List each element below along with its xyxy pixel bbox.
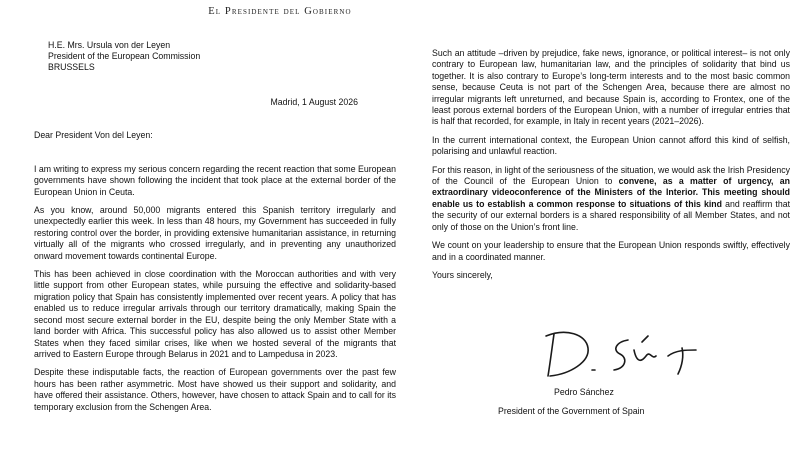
paragraph-migration-policy: This has been achieved in close coordination with the Moroccan authorities and with very little support from other European states, while pursuing the effective and solidarity-based migration policy that Spain has consistently implemented over recent years. A policy that has enabled us to reduce irregular arrivals through our territory dramatically, making Spain the second most secure external border in the EU, despite being the only Member State with a land border with Africa. This successful policy has also allowed us to assist other Member States when they faced similar crises, like when we hosted several of the migrants that arrived to Eastern Europe through Belarus in 2021 and to Lampedusa in 2023. <box>34 269 396 359</box>
paragraph-asymmetric-reaction: Despite these indisputable facts, the reaction of European governments over the past few hours has been rather asymmetric. Most have showed us their support and solidarity, and have offered their assistance. Others, however, have chosen to attack Spain and to call for its temporary exclusion from the Schengen Area. <box>34 367 396 412</box>
closing: Yours sincerely, <box>432 269 493 280</box>
recipient-position: President of the European Commission <box>48 51 201 61</box>
paragraph-ceuta-events: As you know, around 50,000 migrants entered this Spanish territory irregularly and unexpectedly earlier this week. In less than 48 hours, my Government has succeeded in fully restoring control over the border, in providing extensive humanitarian assistance, in returning virtually all of the migrants who crossed irregularly, and in preventing any unauthorized onward movement towards continental Europe. <box>34 205 396 261</box>
paragraph-context: In the current international context, the European Union cannot afford this kind of selfish, polarising and unlawful reaction. <box>432 134 790 157</box>
handwritten-signature <box>536 320 706 384</box>
signatory-name: Pedro Sánchez <box>554 387 614 397</box>
letter-date: Madrid, 1 August 2026 <box>270 97 358 107</box>
signatory-title: President of the Government of Spain <box>498 406 645 416</box>
request-bold: convene, as a matter of urgency, an extraordinary videoconference of the Ministers of the Interior. This meeting should enable us to establish a common response to situations of this kind <box>432 176 790 209</box>
paragraph-leadership: We count on your leadership to ensure that the European Union responds swiftly, effectively and in a coordinated manner. <box>432 240 790 262</box>
recipient-city: BRUSSELS <box>48 62 95 72</box>
recipient-address <box>48 40 396 73</box>
paragraph-concern: I am writing to express my serious concern regarding the recent reaction that some European governments have shown following the incident that took place at the external border of the European Union in Ceuta. <box>34 163 396 197</box>
salutation: Dear President Von del Leyen: <box>34 130 153 141</box>
letterhead <box>150 6 410 17</box>
request-intro: For this reason, in light of the seriousness of the situation, we would ask the Irish Presidency of the Council of the European Union to <box>432 164 790 187</box>
letter-left-column <box>34 40 396 420</box>
letter-right-column <box>432 48 790 288</box>
request-end: and reaffirm that the security of our external borders is a shared responsibility of all Member States, and not only of those on the Union’s front line. <box>432 198 790 232</box>
paragraph-request <box>432 165 790 233</box>
paragraph-attitude: Such an attitude –driven by prejudice, fake news, ignorance, or political interest– is not only contrary to European law, humanitarian law, and the principles of solidarity that bind us together. It is also contrary to Europe’s long-term interests and to the most basic common sense, because Ceuta is not part of the Schengen Area, because there are almost no irregular migrants left unreturned, and because Spain is, according to Frontex, one of the least porous external borders of the European Union, with a number of irregular entries that is half that recorded, for example, in Italy in recent years (2021–2026). <box>432 48 790 127</box>
recipient-name: H.E. Mrs. Ursula von der Leyen <box>48 40 171 50</box>
letterhead-text: El Presidente del Gobierno <box>208 6 352 17</box>
